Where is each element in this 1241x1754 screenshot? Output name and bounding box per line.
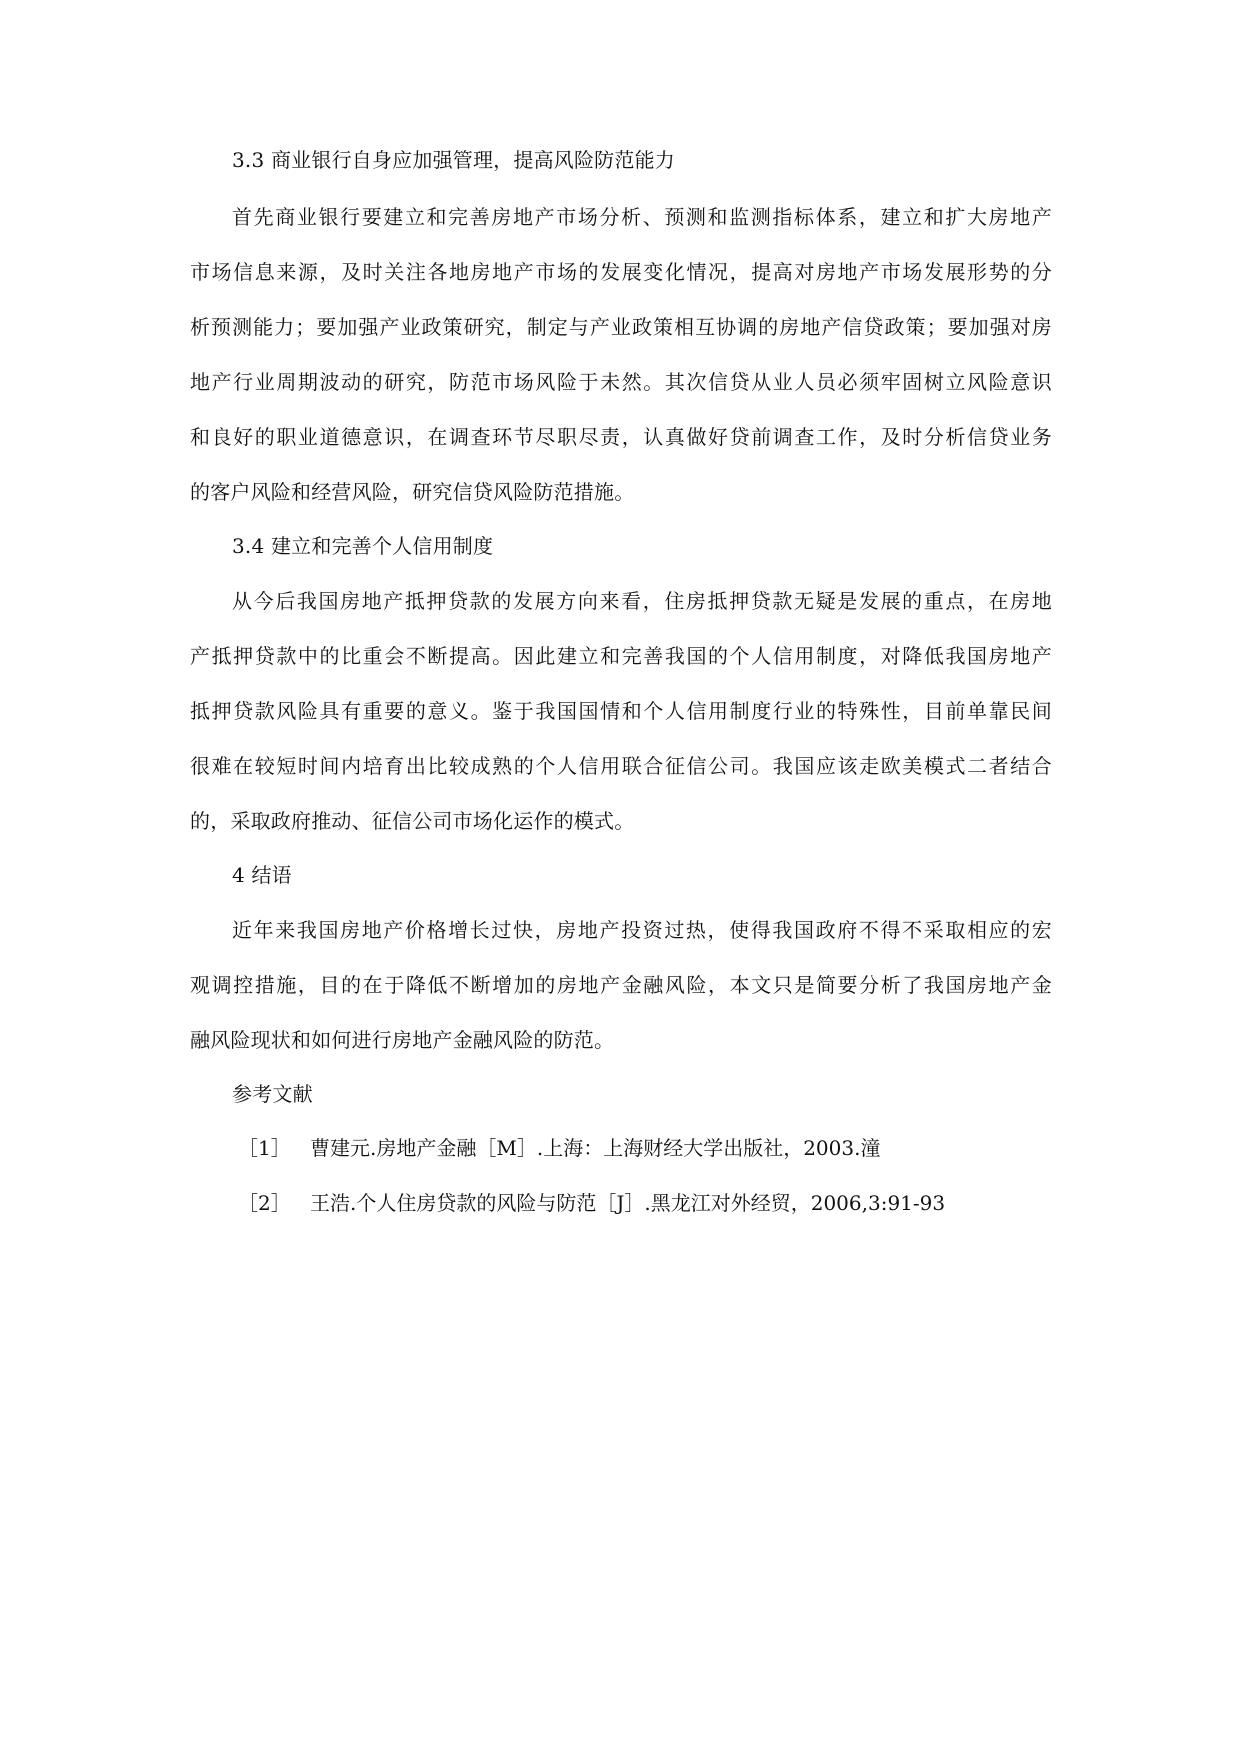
section-3-3-line-3: 析预测能力；要加强产业政策研究，制定与产业政策相互协调的房地产信贷政策；要加强对房 xyxy=(190,315,1052,339)
section-3-4-line-4: 很难在较短时间内培育出比较成熟的个人信用联合征信公司。我国应该走欧美模式二者结合 xyxy=(190,754,1052,778)
section-3-3-line-4: 地产行业周期波动的研究，防范市场风险于未然。其次信贷从业人员必须牢固树立风险意识 xyxy=(190,370,1052,394)
section-4-heading: 4 结语 xyxy=(232,863,292,887)
section-4-line-3: 融风险现状和如何进行房地产金融风险的防范。 xyxy=(190,1028,615,1052)
references-heading: 参考文献 xyxy=(232,1082,313,1106)
reference-number: ［2］ xyxy=(238,1191,291,1215)
section-3-4-line-3: 抵押贷款风险具有重要的意义。鉴于我国国情和个人信用制度行业的特殊性，目前单靠民间 xyxy=(190,699,1052,723)
section-3-3-heading: 3.3 商业银行自身应加强管理，提高风险防范能力 xyxy=(232,148,675,172)
section-3-3-line-1: 首先商业银行要建立和完善房地产市场分析、预测和监测指标体系，建立和扩大房地产 xyxy=(232,205,1052,229)
section-3-3-line-5: 和良好的职业道德意识，在调查环节尽职尽责，认真做好贷前调查工作，及时分析信贷业务 xyxy=(190,425,1052,449)
reference-text: 王浩.个人住房贷款的风险与防范［J］.黑龙江对外经贸，2006,3:91-93 xyxy=(310,1191,946,1215)
section-3-4-line-2: 产抵押贷款中的比重会不断提高。因此建立和完善我国的个人信用制度，对降低我国房地产 xyxy=(190,644,1052,668)
section-3-3-line-6: 的客户风险和经营风险，研究信贷风险防范措施。 xyxy=(190,480,635,504)
reference-text: 曹建元.房地产金融［M］.上海：上海财经大学出版社，2003.潼 xyxy=(310,1136,881,1160)
section-4-line-2: 观调控措施，目的在于降低不断增加的房地产金融风险，本文只是简要分析了我国房地产金 xyxy=(190,973,1052,997)
section-3-4-line-5: 的，采取政府推动、征信公司市场化运作的模式。 xyxy=(190,809,635,833)
section-3-3-line-2: 市场信息来源，及时关注各地房地产市场的发展变化情况，提高对房地产市场发展形势的分 xyxy=(190,260,1052,284)
section-4-line-1: 近年来我国房地产价格增长过快，房地产投资过热，使得我国政府不得不采取相应的宏 xyxy=(232,918,1052,942)
reference-number: ［1］ xyxy=(238,1136,291,1160)
section-3-4-heading: 3.4 建立和完善个人信用制度 xyxy=(232,534,494,558)
section-3-4-line-1: 从今后我国房地产抵押贷款的发展方向来看，住房抵押贷款无疑是发展的重点，在房地 xyxy=(232,589,1052,613)
